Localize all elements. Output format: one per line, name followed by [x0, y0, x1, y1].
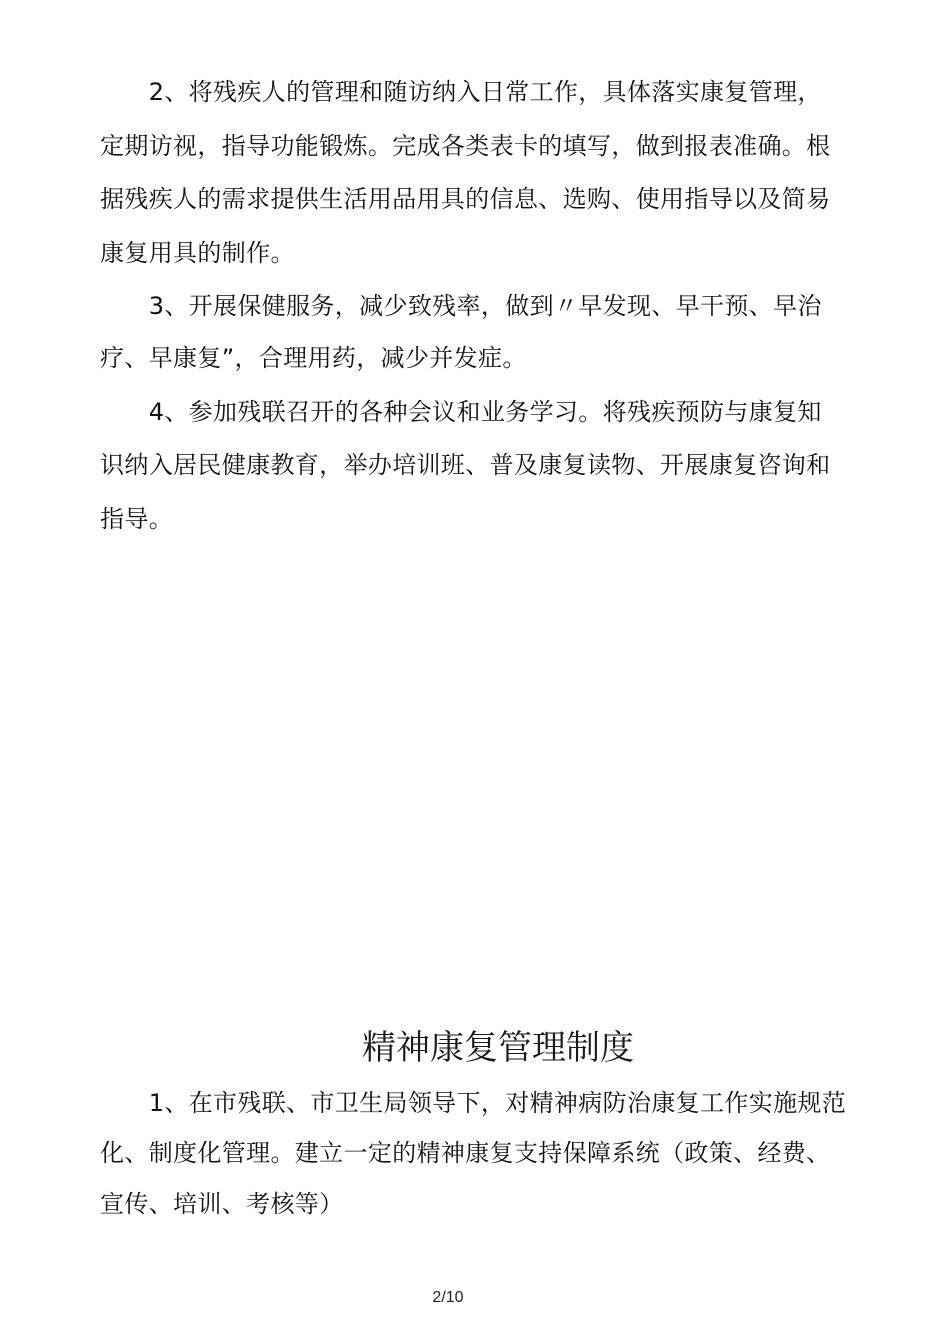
text-line: 宣传、培训、考核等）	[100, 1190, 344, 1218]
page-number: 2/10	[432, 1289, 464, 1306]
text-line: 化、制度化管理。建立一定的精神康复支持保障系统（政策、经费、	[100, 1139, 831, 1167]
text-line: 1、在市残联、市卫生局领导下，对精神病防治康复工作实施规范	[100, 1089, 847, 1117]
text-line: 识纳入居民健康教育，举办培训班、普及康复读物、开展康复咨询和	[100, 451, 831, 479]
text-line: 据残疾人的需求提供生活用品用具的信息、选购、使用指导以及简易	[100, 185, 831, 213]
text-line: 定期访视，指导功能锻炼。完成各类表卡的填写，做到报表准确。根	[100, 132, 831, 160]
section-title: 精神康复管理制度	[362, 1028, 634, 1068]
text-line: 3、开展保健服务，减少致残率，做到〃早发现、早干预、早治	[100, 292, 822, 320]
text-line: 康复用具的制作。	[100, 239, 295, 267]
text-line: 4、参加残联召开的各种会议和业务学习。将残疾预防与康复知	[100, 398, 822, 426]
text-line: 2、将残疾人的管理和随访纳入日常工作，具体落实康复管理，	[100, 78, 822, 106]
text-line: 指导。	[100, 505, 174, 533]
text-line: 疗、早康复”，合理用药，减少并发症。	[100, 344, 527, 372]
